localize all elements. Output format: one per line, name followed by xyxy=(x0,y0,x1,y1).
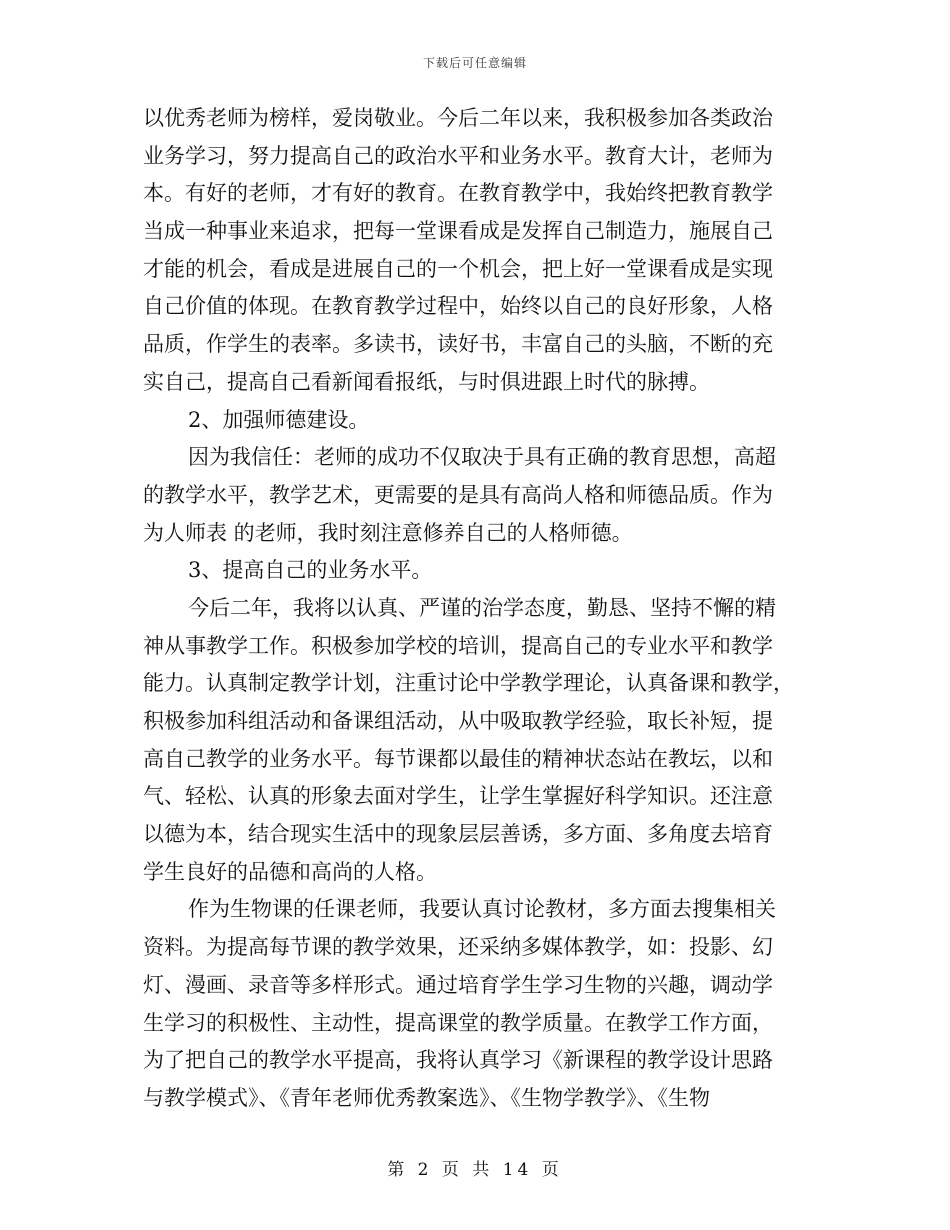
text-line: 灯、漫画、录音等多样形式。通过培育学生学习生物的兴趣，调动学 xyxy=(143,972,773,997)
text-line: 生学习的积极性、主动性，提高课堂的教学质量。在教学工作方面， xyxy=(143,1010,773,1035)
text-line: 品质，作学生的表率。多读书，读好书，丰富自己的头脑，不断的充 xyxy=(143,332,773,357)
text-line: 学生良好的品德和高尚的人格。 xyxy=(143,859,437,884)
text-line: 自己价值的体现。在教育教学过程中，始终以自己的良好形象，人格 xyxy=(143,294,773,319)
text-line: 能力。认真制定教学计划，注重讨论中学教学理论，认真备课和教学， xyxy=(143,671,794,696)
text-line: 的教学水平，教学艺术，更需要的是具有高尚人格和师德品质。作为 xyxy=(143,482,773,507)
text-line: 今后二年，我将以认真、严谨的治学态度，勤恳、坚持不懈的精 xyxy=(188,595,776,620)
text-line: 积极参加科组活动和备课组活动，从中吸取教学经验，取长补短，提 xyxy=(143,709,773,733)
text-line: 因为我信任：老师的成功不仅取决于具有正确的教育思想，高超 xyxy=(188,445,776,470)
text-line: 才能的机会，看成是进展自己的一个机会，把上好一堂课看成是实现 xyxy=(143,256,773,281)
page-header-note: 下载后可任意编辑 xyxy=(422,56,527,70)
text-line: 以优秀老师为榜样，爱岗敬业。今后二年以来，我积极参加各类政治 xyxy=(143,106,773,130)
text-line: 实自己，提高自己看新闻看报纸，与时俱进跟上时代的脉搏。 xyxy=(143,369,710,394)
text-line: 资料。为提高每节课的教学效果，还采纳多媒体教学，如：投影、幻 xyxy=(143,935,773,960)
page-number: 第 2 页 共 14 页 xyxy=(387,1160,563,1180)
section-heading: 2、加强师德建设。 xyxy=(188,407,370,432)
text-line: 为人师表 的老师，我时刻注意修养自己的人格师德。 xyxy=(143,520,633,545)
text-line: 业务学习，努力提高自己的政治水平和业务水平。教育大计，老师为 xyxy=(143,143,773,168)
text-line: 当成一种事业来追求，把每一堂课看成是发挥自己制造力，施展自己 xyxy=(143,219,773,244)
text-line: 神从事教学工作。积极参加学校的培训，提高自己的专业水平和教学 xyxy=(143,633,773,658)
text-line: 以德为本，结合现实生活中的现象层层善诱，多方面、多角度去培育 xyxy=(143,822,773,847)
text-line: 本。有好的老师，才有好的教育。在教育教学中，我始终把教育教学 xyxy=(143,181,773,206)
text-line: 气、轻松、认真的形象去面对学生，让学生掌握好科学知识。还注意 xyxy=(143,784,773,809)
document-body xyxy=(143,100,803,1118)
section-heading: 3、提高自己的业务水平。 xyxy=(188,558,433,583)
text-line: 与教学模式》、《青年老师优秀教案选》、《生物学教学》、《生物 xyxy=(143,1085,710,1110)
text-line: 作为生物课的任课老师，我要认真讨论教材，多方面去搜集相关 xyxy=(188,897,776,922)
text-line: 高自己教学的业务水平。每节课都以最佳的精神状态站在教坛，以和 xyxy=(143,746,773,771)
text-line: 为了把自己的教学水平提高，我将认真学习《新课程的教学设计思路 xyxy=(143,1048,773,1073)
